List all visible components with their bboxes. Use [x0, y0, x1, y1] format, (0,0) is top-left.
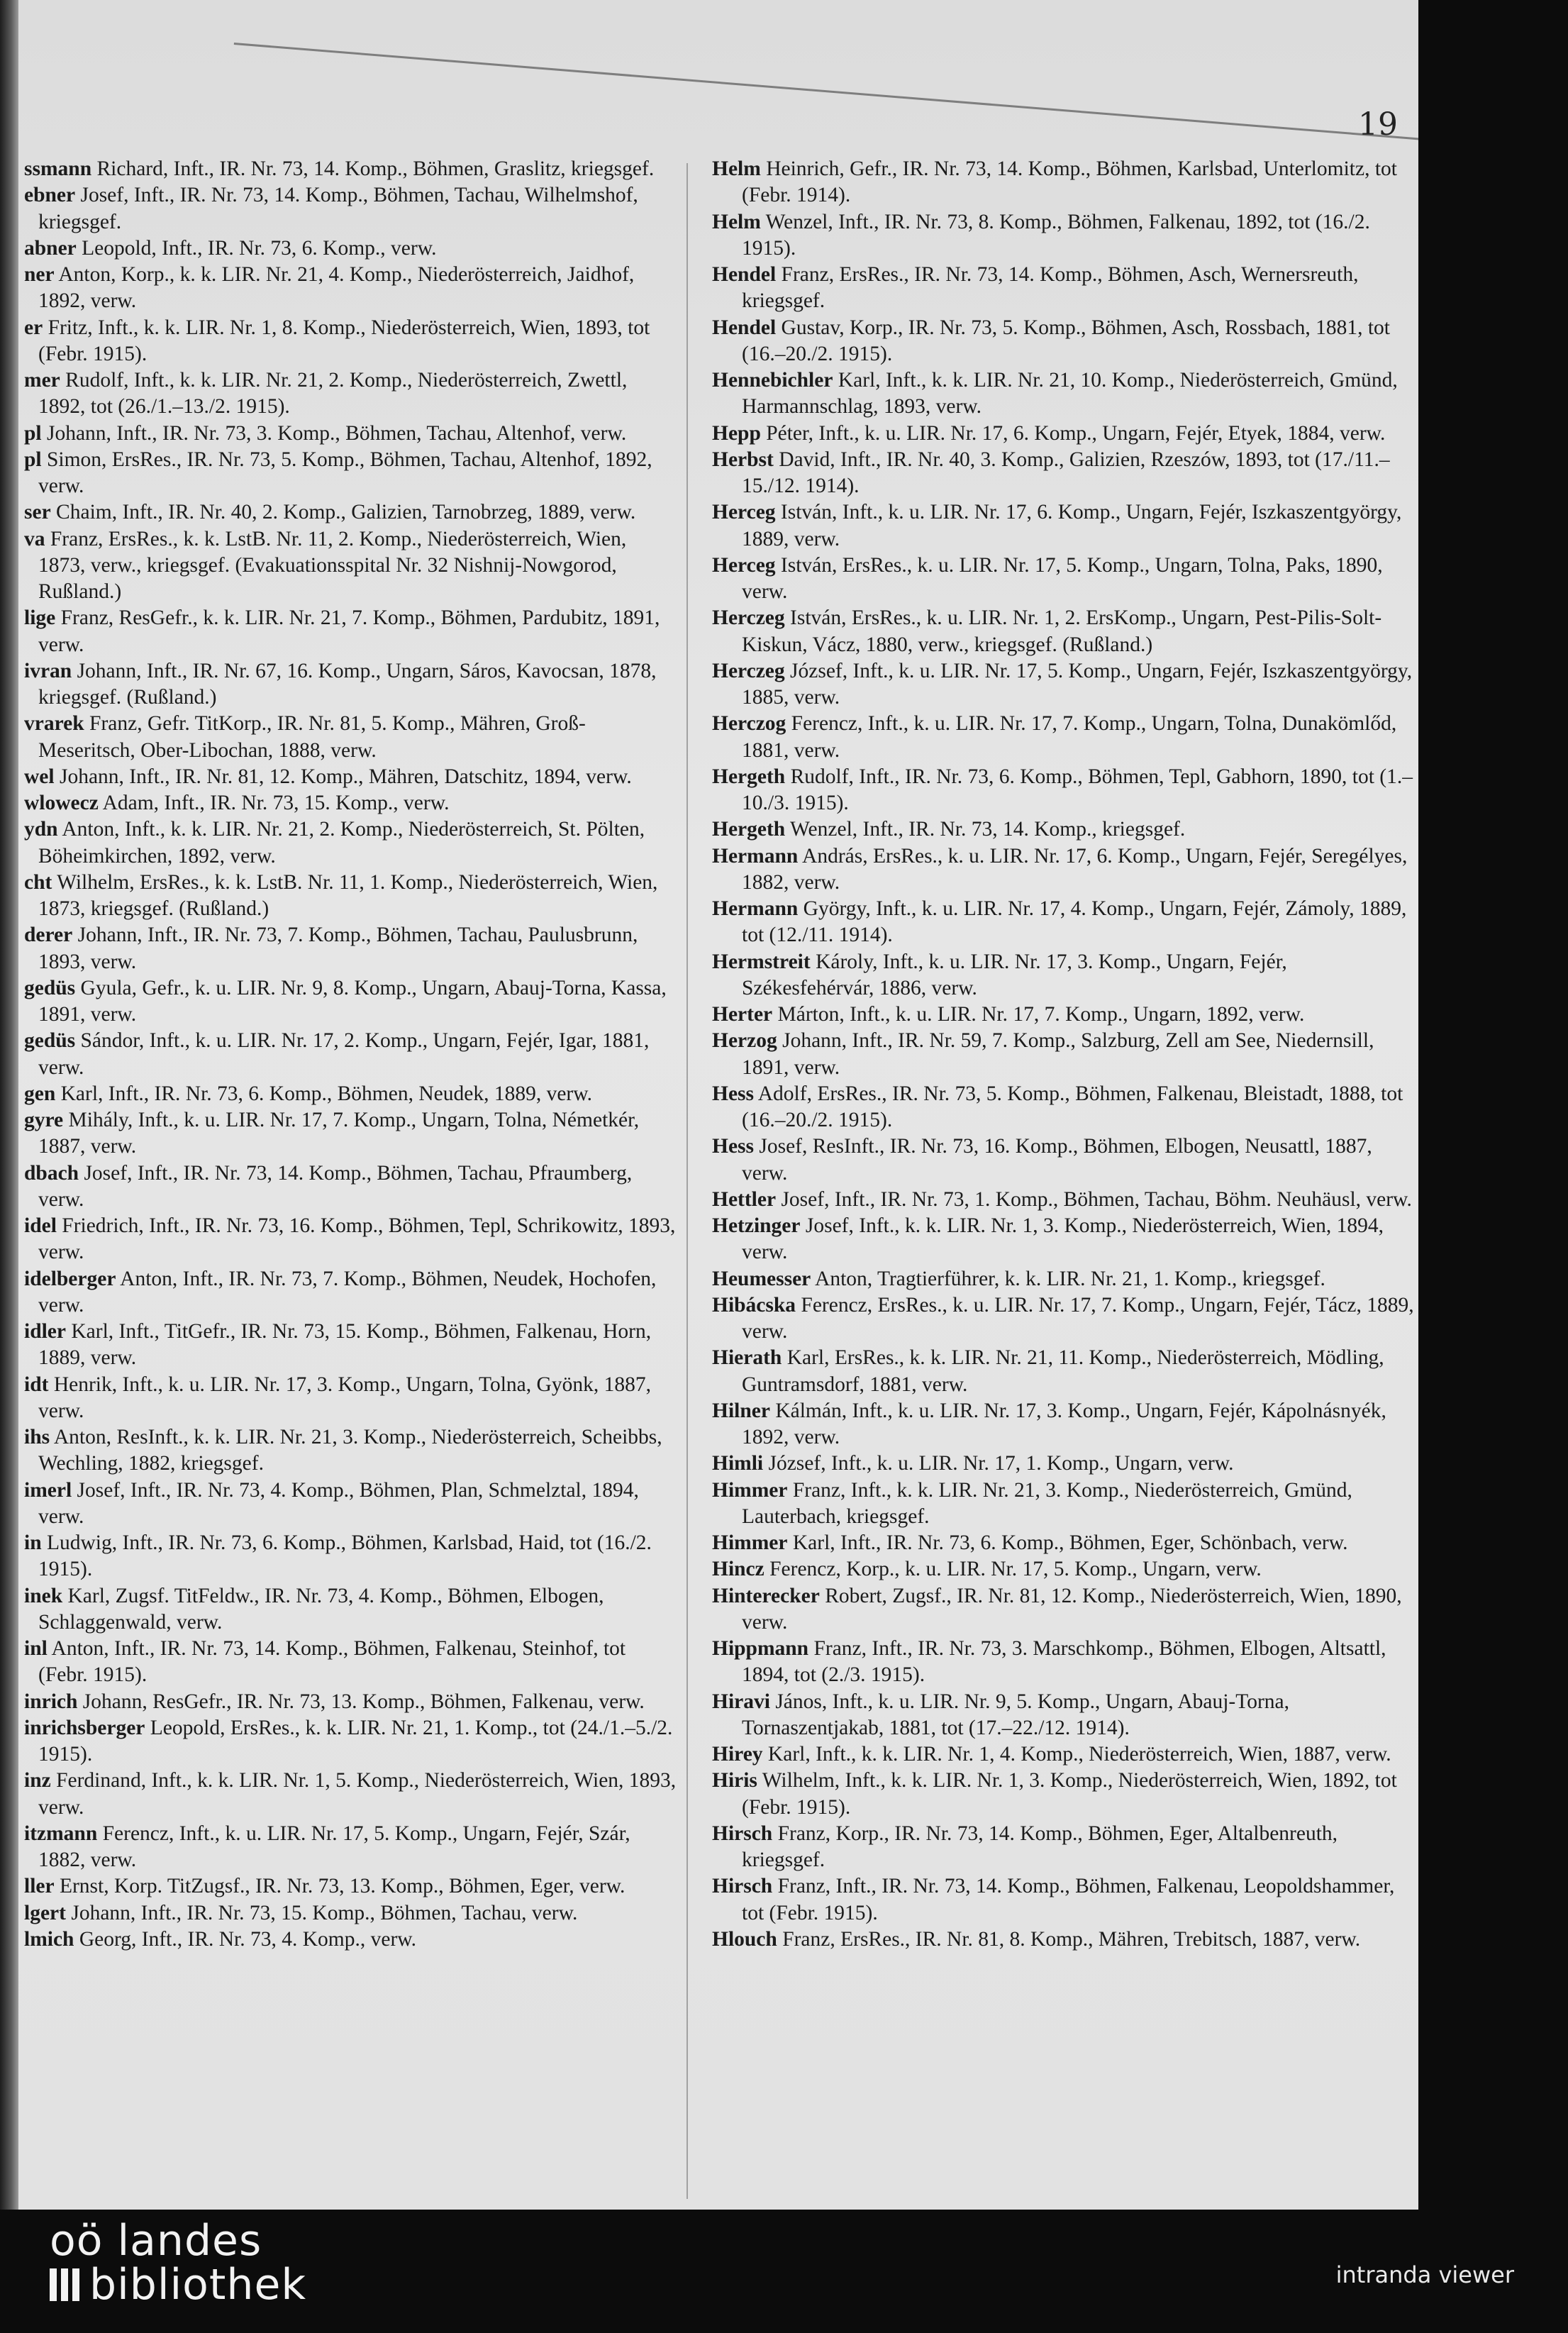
entry-details: Ferencz, Inft., k. u. LIR. Nr. 17, 7. Komp., Ungarn, Tolna, Dunakömlőd, 1881, verw. — [742, 712, 1397, 762]
entry-details: Franz, ResGefr., k. k. LIR. Nr. 21, 7. Komp., Böhmen, Pardubitz, 1891, verw. — [38, 606, 660, 656]
entry-details: Johann, ResGefr., IR. Nr. 73, 13. Komp., Böhmen, Falkenau, verw. — [77, 1690, 645, 1713]
entry-surname: ner — [24, 263, 55, 286]
entry-details: Márton, Inft., k. u. LIR. Nr. 17, 7. Komp., Ungarn, 1892, verw. — [772, 1003, 1305, 1026]
entry-surname: Hergeth — [712, 818, 786, 841]
list-entry — [24, 1028, 677, 1081]
entry-details: Johann, Inft., IR. Nr. 81, 12. Komp., Mähren, Datschitz, 1894, verw. — [54, 765, 632, 788]
list-entry — [712, 1927, 1414, 1953]
list-entry — [24, 447, 677, 500]
entry-surname: imerl — [24, 1478, 72, 1502]
entry-details: Karl, Inft., IR. Nr. 73, 6. Komp., Böhmen, Neudek, 1889, verw. — [55, 1082, 593, 1105]
list-entry — [712, 1741, 1414, 1768]
entry-surname: Herter — [712, 1003, 773, 1026]
entry-surname: Hibácska — [712, 1293, 796, 1317]
list-entry — [24, 1266, 677, 1319]
entry-details: Franz, ErsRes., IR. Nr. 81, 8. Komp., Mähren, Trebitsch, 1887, verw. — [777, 1927, 1361, 1951]
entry-surname: mer — [24, 369, 60, 392]
left-column — [24, 156, 677, 1953]
entry-details: Josef, Inft., IR. Nr. 73, 4. Komp., Böhmen, Plan, Schmelztal, 1894, verw. — [38, 1478, 639, 1528]
entry-details: Leopold, Inft., IR. Nr. 73, 6. Komp., verw. — [76, 236, 437, 260]
list-entry — [24, 1081, 677, 1107]
entry-details: György, Inft., k. u. LIR. Nr. 17, 4. Komp., Ungarn, Fejér, Zámoly, 1889, tot (12./11. 1914). — [742, 897, 1407, 947]
entry-details: Chaim, Inft., IR. Nr. 40, 2. Komp., Galizien, Tarnobrzeg, 1889, verw. — [50, 501, 636, 524]
entry-details: István, ErsRes., k. u. LIR. Nr. 17, 5. Komp., Ungarn, Tolna, Paks, 1890, verw. — [742, 553, 1383, 603]
list-entry — [712, 447, 1414, 500]
entry-surname: ser — [24, 501, 51, 524]
list-entry — [24, 1715, 677, 1768]
entry-details: Anton, ResInft., k. k. LIR. Nr. 21, 3. Komp., Niederösterreich, Scheibbs, Wechling, 1882, kriegsgef. — [38, 1426, 662, 1475]
list-entry — [712, 553, 1414, 606]
entry-details: Péter, Inft., k. u. LIR. Nr. 17, 6. Komp., Ungarn, Fejér, Etyek, 1884, verw. — [760, 421, 1386, 445]
entry-details: David, Inft., IR. Nr. 40, 3. Komp., Galizien, Rzeszów, 1893, tot (17./11.–15./12. 1914). — [742, 448, 1390, 497]
logo-line-1: oö landes — [50, 2216, 262, 2266]
entry-surname: pl — [24, 448, 42, 471]
entry-surname: Hess — [712, 1135, 754, 1158]
entry-surname: idel — [24, 1214, 57, 1237]
list-entry — [24, 1927, 677, 1953]
entry-details: Franz, ErsRes., k. k. LstB. Nr. 11, 2. Komp., Niederösterreich, Wien, 1873, verw., kriegsgef. (Evakuationsspital Nr. 32 Nishnij-Nowgorod, Rußland.) — [38, 527, 627, 603]
entry-surname: Hincz — [712, 1558, 764, 1581]
library-logo[interactable] — [50, 2216, 307, 2310]
entry-details: Fritz, Inft., k. k. LIR. Nr. 1, 8. Komp., Niederösterreich, Wien, 1893, tot (Febr. 1915). — [38, 316, 650, 365]
entry-surname: in — [24, 1531, 42, 1554]
logo-line-2-text: bibliothek — [89, 2260, 307, 2310]
entry-details: Anton, Tragtierführer, k. k. LIR. Nr. 21, 1. Komp., kriegsgef. — [811, 1267, 1325, 1290]
list-entry — [24, 315, 677, 368]
entry-surname: Hirsch — [712, 1875, 773, 1898]
list-entry — [24, 1530, 677, 1583]
entry-details: Karl, Inft., IR. Nr. 73, 6. Komp., Böhmen, Eger, Schönbach, verw. — [787, 1531, 1348, 1554]
entry-surname: wlowecz — [24, 792, 99, 814]
list-entry — [24, 658, 677, 711]
list-entry — [712, 156, 1414, 209]
entry-surname: itzmann — [24, 1822, 98, 1845]
entry-surname: wel — [24, 765, 55, 788]
entry-surname: derer — [24, 924, 73, 947]
entry-surname: Hepp — [712, 421, 761, 445]
list-entry — [24, 1160, 677, 1214]
entry-surname: Himmer — [712, 1531, 788, 1554]
list-entry — [712, 209, 1414, 262]
list-entry — [24, 156, 677, 182]
list-entry — [712, 1636, 1414, 1689]
entry-surname: Hlouch — [712, 1927, 777, 1951]
list-entry — [712, 1002, 1414, 1028]
entry-surname: er — [24, 316, 43, 339]
list-entry — [712, 1689, 1414, 1742]
entry-details: Anton, Inft., IR. Nr. 73, 14. Komp., Böhmen, Falkenau, Steinhof, tot (Febr. 1915). — [38, 1637, 626, 1687]
entry-surname: vrarek — [24, 712, 84, 736]
entry-details: Johann, Inft., IR. Nr. 73, 7. Komp., Böhmen, Tachau, Paulusbrunn, 1893, verw. — [38, 924, 638, 973]
entry-surname: Himmer — [712, 1478, 788, 1502]
list-entry — [24, 790, 677, 816]
list-entry — [24, 367, 677, 421]
entry-surname: ydn — [24, 818, 58, 841]
entry-details: Franz, Gefr. TitKorp., IR. Nr. 81, 5. Komp., Mähren, Groß-Meseritsch, Ober-Libochan, 1888, verw. — [38, 712, 586, 762]
list-entry — [24, 1478, 677, 1531]
entry-surname: Hetzinger — [712, 1214, 801, 1237]
entry-details: Simon, ErsRes., IR. Nr. 73, 5. Komp., Böhmen, Tachau, Altenhof, 1892, verw. — [38, 448, 652, 497]
list-entry — [712, 1398, 1414, 1451]
entry-details: Karl, Inft., k. k. LIR. Nr. 21, 10. Komp., Niederösterreich, Gmünd, Harmannschlag, 1893, verw. — [742, 369, 1398, 419]
entry-details: Franz, Korp., IR. Nr. 73, 14. Komp., Böhmen, Eger, Altalbenreuth, kriegsgef. — [742, 1822, 1338, 1871]
list-entry — [712, 1583, 1414, 1636]
entry-surname: Himli — [712, 1452, 764, 1475]
entry-surname: Herczeg — [712, 659, 785, 682]
list-entry — [24, 1107, 677, 1160]
entry-details: Johann, Inft., IR. Nr. 59, 7. Komp., Salzburg, Zell am See, Niedernsill, 1891, verw. — [742, 1029, 1374, 1079]
list-entry — [24, 711, 677, 764]
list-entry — [712, 711, 1414, 764]
entry-surname: Hettler — [712, 1187, 777, 1211]
entry-surname: inrichsberger — [24, 1716, 145, 1739]
entry-surname: Hirsch — [712, 1822, 773, 1845]
entry-surname: Hermann — [712, 897, 799, 920]
entry-surname: Hinterecker — [712, 1584, 820, 1607]
entry-details: Leopold, ErsRes., k. k. LIR. Nr. 21, 1. Komp., tot (24./1.–5./2. 1915). — [38, 1716, 673, 1766]
list-entry — [712, 843, 1414, 897]
list-entry — [24, 764, 677, 790]
list-entry — [712, 315, 1414, 368]
entry-details: Robert, Zugsf., IR. Nr. 81, 12. Komp., Niederösterreich, Wien, 1890, verw. — [742, 1584, 1402, 1634]
entry-surname: abner — [24, 236, 77, 260]
entry-details: Ernst, Korp. TitZugsf., IR. Nr. 73, 13. Komp., Böhmen, Eger, verw. — [54, 1875, 625, 1898]
list-entry — [712, 1821, 1414, 1874]
list-entry — [24, 1213, 677, 1266]
entry-surname: gedüs — [24, 1029, 76, 1053]
list-entry — [712, 1187, 1414, 1213]
entry-surname: inl — [24, 1637, 48, 1660]
entry-details: Ferencz, Inft., k. u. LIR. Nr. 17, 5. Komp., Ungarn, Fejér, Szár, 1882, verw. — [38, 1822, 630, 1871]
list-entry — [24, 1636, 677, 1689]
entry-surname: lige — [24, 606, 56, 630]
entry-surname: ebner — [24, 184, 76, 207]
list-entry — [712, 1213, 1414, 1266]
entry-details: Anton, Korp., k. k. LIR. Nr. 21, 4. Komp., Niederösterreich, Jaidhof, 1892, verw. — [38, 263, 635, 313]
entry-details: Rudolf, Inft., k. k. LIR. Nr. 21, 2. Komp., Niederösterreich, Zwettl, 1892, tot (26./1.–13./2. 1915). — [38, 369, 628, 419]
entry-surname: pl — [24, 421, 42, 445]
list-entry — [24, 1900, 677, 1927]
list-entry — [24, 1319, 677, 1372]
entry-details: Franz, Inft., IR. Nr. 73, 14. Komp., Böhmen, Falkenau, Leopoldshammer, tot (Febr. 1915). — [742, 1875, 1395, 1924]
entry-details: Károly, Inft., k. u. LIR. Nr. 17, 3. Komp., Ungarn, Fejér, Székesfehérvár, 1886, verw. — [742, 950, 1287, 999]
entry-details: Karl, Zugsf. TitFeldw., IR. Nr. 73, 4. Komp., Böhmen, Elbogen, Schlaggenwald, verw. — [38, 1584, 604, 1634]
entry-surname: Hiris — [712, 1769, 757, 1792]
entry-surname: Hennebichler — [712, 369, 833, 392]
entry-surname: Hermstreit — [712, 950, 811, 973]
entry-details: István, Inft., k. u. LIR. Nr. 17, 6. Komp., Ungarn, Fejér, Iszkaszentgyörgy, 1889, verw. — [742, 501, 1402, 550]
entry-surname: Herczeg — [712, 606, 785, 630]
entry-details: Josef, Inft., k. k. LIR. Nr. 1, 3. Komp., Niederösterreich, Wien, 1894, verw. — [742, 1214, 1384, 1264]
entry-surname: cht — [24, 870, 52, 894]
entry-surname: Herzog — [712, 1029, 777, 1053]
viewer-brand-label[interactable]: intranda viewer — [1335, 2261, 1514, 2288]
list-entry — [712, 1530, 1414, 1556]
entry-details: Franz, ErsRes., IR. Nr. 73, 14. Komp., Böhmen, Asch, Wernersreuth, kriegsgef. — [742, 263, 1359, 313]
entry-details: Josef, ResInft., IR. Nr. 73, 16. Komp., Böhmen, Elbogen, Neusattl, 1887, verw. — [742, 1135, 1372, 1185]
list-entry — [712, 262, 1414, 315]
entry-details: Richard, Inft., IR. Nr. 73, 14. Komp., Böhmen, Graslitz, kriegsgef. — [91, 157, 655, 180]
entry-details: Karl, Inft., k. k. LIR. Nr. 1, 4. Komp., Niederösterreich, Wien, 1887, verw. — [762, 1743, 1391, 1766]
entry-details: András, ErsRes., k. u. LIR. Nr. 17, 6. Komp., Ungarn, Fejér, Seregélyes, 1882, verw. — [742, 844, 1408, 894]
entry-details: Sándor, Inft., k. u. LIR. Nr. 17, 2. Komp., Ungarn, Fejér, Igar, 1881, verw. — [38, 1029, 650, 1079]
list-entry — [24, 526, 677, 606]
list-entry — [712, 896, 1414, 949]
list-entry — [712, 499, 1414, 553]
entry-surname: Hippmann — [712, 1637, 809, 1660]
list-entry — [24, 182, 677, 235]
entry-details: Mihály, Inft., k. u. LIR. Nr. 17, 7. Komp., Ungarn, Tolna, Németkér, 1887, verw. — [38, 1109, 640, 1158]
list-entry — [712, 1556, 1414, 1583]
entry-surname: dbach — [24, 1161, 79, 1185]
list-entry — [712, 1266, 1414, 1292]
entry-surname: Hiravi — [712, 1690, 770, 1713]
entry-surname: idler — [24, 1320, 66, 1343]
entry-details: Josef, Inft., IR. Nr. 73, 14. Komp., Böhmen, Tachau, Pfraumberg, verw. — [38, 1161, 633, 1211]
entry-details: Heinrich, Gefr., IR. Nr. 73, 14. Komp., Böhmen, Karlsbad, Unterlomitz, tot (Febr. 1914). — [742, 157, 1397, 207]
entry-details: Johann, Inft., IR. Nr. 73, 15. Komp., Böhmen, Tachau, verw. — [65, 1901, 578, 1924]
entry-details: Gustav, Korp., IR. Nr. 73, 5. Komp., Böhmen, Asch, Rossbach, 1881, tot (16.–20./2. 1915). — [742, 316, 1390, 365]
book-gutter — [0, 0, 18, 2210]
entry-details: Franz, Inft., IR. Nr. 73, 3. Marschkomp., Böhmen, Elbogen, Altsattl, 1894, tot (2./3. 1915). — [742, 1637, 1386, 1687]
entry-details: János, Inft., k. u. LIR. Nr. 9, 5. Komp., Ungarn, Abauj-Torna, Tornaszentjakab, 1881, tot (17.–22./12. 1914). — [742, 1690, 1289, 1739]
entry-details: József, Inft., k. u. LIR. Nr. 17, 1. Komp., Ungarn, verw. — [763, 1452, 1234, 1475]
entry-details: Ludwig, Inft., IR. Nr. 73, 6. Komp., Böhmen, Karlsbad, Haid, tot (16./2. 1915). — [38, 1531, 652, 1581]
list-entry — [24, 975, 677, 1029]
entry-surname: Herceg — [712, 501, 776, 524]
entry-details: Karl, Inft., TitGefr., IR. Nr. 73, 15. Komp., Böhmen, Falkenau, Horn, 1889, verw. — [38, 1320, 652, 1370]
entry-surname: lmich — [24, 1927, 74, 1951]
list-entry — [712, 1478, 1414, 1531]
list-entry — [712, 367, 1414, 421]
entry-details: Ferdinand, Inft., k. k. LIR. Nr. 1, 5. Komp., Niederösterreich, Wien, 1893, verw. — [38, 1769, 677, 1819]
entry-details: Friedrich, Inft., IR. Nr. 73, 16. Komp., Böhmen, Tepl, Schrikowitz, 1893, verw. — [38, 1214, 676, 1264]
page-number: 19 — [1358, 106, 1398, 143]
right-column — [712, 156, 1414, 1953]
entry-surname: idt — [24, 1373, 49, 1396]
entry-details: István, ErsRes., k. u. LIR. Nr. 1, 2. ErsKomp., Ungarn, Pest-Pilis-Solt-Kiskun, Vácz, 1880, verw., kriegsgef. (Rußland.) — [742, 606, 1382, 656]
list-entry — [24, 605, 677, 658]
entry-details: Adolf, ErsRes., IR. Nr. 73, 5. Komp., Böhmen, Falkenau, Bleistadt, 1888, tot (16.–20./2. 1915). — [742, 1082, 1403, 1131]
entry-surname: Herceg — [712, 553, 776, 577]
list-entry — [24, 922, 677, 975]
entry-details: Kálmán, Inft., k. u. LIR. Nr. 17, 3. Komp., Ungarn, Fejér, Kápolnásnyék, 1892, verw. — [742, 1399, 1386, 1448]
entry-surname: inrich — [24, 1690, 78, 1713]
entry-details: Wilhelm, Inft., k. k. LIR. Nr. 1, 3. Komp., Niederösterreich, Wien, 1892, tot (Febr. 1915). — [742, 1769, 1397, 1819]
list-entry — [712, 949, 1414, 1002]
list-entry — [24, 870, 677, 923]
entry-surname: ihs — [24, 1426, 50, 1448]
entry-surname: ivran — [24, 659, 72, 682]
entry-details: Johann, Inft., IR. Nr. 73, 3. Komp., Böhmen, Tachau, Altenhof, verw. — [41, 421, 627, 445]
list-entry — [712, 764, 1414, 817]
entry-surname: Hermann — [712, 844, 799, 868]
list-entry — [24, 1689, 677, 1715]
list-entry — [712, 1873, 1414, 1927]
entry-details: Karl, ErsRes., k. k. LIR. Nr. 21, 11. Komp., Niederösterreich, Mödling, Guntramsdorf, 1881, verw. — [742, 1346, 1384, 1396]
column-divider — [686, 163, 688, 2199]
logo-line-2 — [50, 2260, 307, 2310]
entry-details: Ferencz, Korp., k. u. LIR. Nr. 17, 5. Komp., Ungarn, verw. — [764, 1558, 1262, 1581]
list-entry — [24, 1873, 677, 1900]
entry-details: Anton, Inft., IR. Nr. 73, 7. Komp., Böhmen, Neudek, Hochofen, verw. — [38, 1267, 657, 1317]
entry-surname: Hierath — [712, 1346, 782, 1370]
list-entry — [24, 1424, 677, 1478]
entry-surname: Hendel — [712, 316, 777, 339]
entry-details: Gyula, Gefr., k. u. LIR. Nr. 9, 8. Komp., Ungarn, Abauj-Torna, Kassa, 1891, verw. — [38, 976, 667, 1026]
entry-surname: Hergeth — [712, 765, 786, 788]
entry-details: Adam, Inft., IR. Nr. 73, 15. Komp., verw. — [98, 792, 450, 814]
list-entry — [712, 658, 1414, 711]
entry-surname: ller — [24, 1875, 55, 1898]
list-entry — [24, 1583, 677, 1636]
list-entry — [24, 816, 677, 870]
entry-surname: Heumesser — [712, 1267, 811, 1290]
entry-surname: Herbst — [712, 448, 774, 471]
list-entry — [24, 1372, 677, 1425]
entry-details: Wenzel, Inft., IR. Nr. 73, 8. Komp., Böhmen, Falkenau, 1892, tot (16./2. 1915). — [742, 210, 1370, 260]
list-entry — [712, 421, 1414, 447]
list-entry — [712, 816, 1414, 843]
entry-surname: inek — [24, 1584, 63, 1607]
list-entry — [712, 1345, 1414, 1398]
entry-surname: gen — [24, 1082, 56, 1105]
list-entry — [24, 1821, 677, 1874]
entry-details: József, Inft., k. u. LIR. Nr. 17, 5. Komp., Ungarn, Fejér, Iszkaszentgyörgy, 1885, verw. — [742, 659, 1413, 709]
entry-details: Josef, Inft., IR. Nr. 73, 14. Komp., Böhmen, Tachau, Wilhelmshof, kriegsgef. — [38, 184, 638, 233]
entry-surname: Helm — [712, 157, 761, 180]
entry-surname: ssmann — [24, 157, 92, 180]
entry-details: Rudolf, Inft., IR. Nr. 73, 6. Komp., Böhmen, Tepl, Gabhorn, 1890, tot (1.–10./3. 1915). — [742, 765, 1413, 814]
list-entry — [712, 1768, 1414, 1821]
entry-details: Anton, Inft., k. k. LIR. Nr. 21, 2. Komp., Niederösterreich, St. Pölten, Böheimkirchen, 1892, verw. — [38, 818, 645, 868]
entry-surname: Hilner — [712, 1399, 770, 1422]
entry-surname: lgert — [24, 1901, 66, 1924]
list-entry — [24, 499, 677, 526]
entry-surname: gyre — [24, 1109, 64, 1131]
list-entry — [712, 1292, 1414, 1346]
entry-surname: Hess — [712, 1082, 754, 1105]
logo-bars-icon — [50, 2268, 79, 2301]
list-entry — [712, 1451, 1414, 1477]
entry-details: Georg, Inft., IR. Nr. 73, 4. Komp., verw. — [74, 1927, 417, 1951]
list-entry — [712, 1028, 1414, 1081]
entry-details: Wenzel, Inft., IR. Nr. 73, 14. Komp., kriegsgef. — [785, 818, 1186, 841]
entry-surname: idelberger — [24, 1267, 116, 1290]
page-crease — [234, 43, 1418, 143]
entry-surname: Hirey — [712, 1743, 763, 1766]
entry-details: Wilhelm, ErsRes., k. k. LstB. Nr. 11, 1. Komp., Niederösterreich, Wien, 1873, kriegsgef. (Rußland.) — [38, 870, 658, 920]
entry-surname: Helm — [712, 210, 761, 233]
list-entry — [712, 1134, 1414, 1187]
entry-details: Ferencz, ErsRes., k. u. LIR. Nr. 17, 7. Komp., Ungarn, Fejér, Tácz, 1889, verw. — [742, 1293, 1414, 1343]
list-entry — [24, 421, 677, 447]
entry-surname: gedüs — [24, 976, 76, 999]
entry-surname: inz — [24, 1769, 51, 1792]
list-entry — [712, 605, 1414, 658]
entry-surname: va — [24, 527, 45, 550]
entry-details: Johann, Inft., IR. Nr. 67, 16. Komp., Ungarn, Sáros, Kavocsan, 1878, kriegsgef. (Rußland.) — [38, 659, 657, 709]
list-entry — [24, 1768, 677, 1821]
list-entry — [24, 235, 677, 262]
entry-details: Josef, Inft., IR. Nr. 73, 1. Komp., Böhmen, Tachau, Böhm. Neuhäusl, verw. — [776, 1187, 1412, 1211]
list-entry — [712, 1081, 1414, 1134]
list-entry — [24, 262, 677, 315]
entry-details: Henrik, Inft., k. u. LIR. Nr. 17, 3. Komp., Ungarn, Tolna, Gyönk, 1887, verw. — [38, 1373, 651, 1422]
entry-surname: Herczog — [712, 712, 786, 736]
entry-details: Franz, Inft., k. k. LIR. Nr. 21, 3. Komp., Niederösterreich, Gmünd, Lauterbach, kriegsgef. — [742, 1478, 1352, 1528]
entry-surname: Hendel — [712, 263, 777, 286]
